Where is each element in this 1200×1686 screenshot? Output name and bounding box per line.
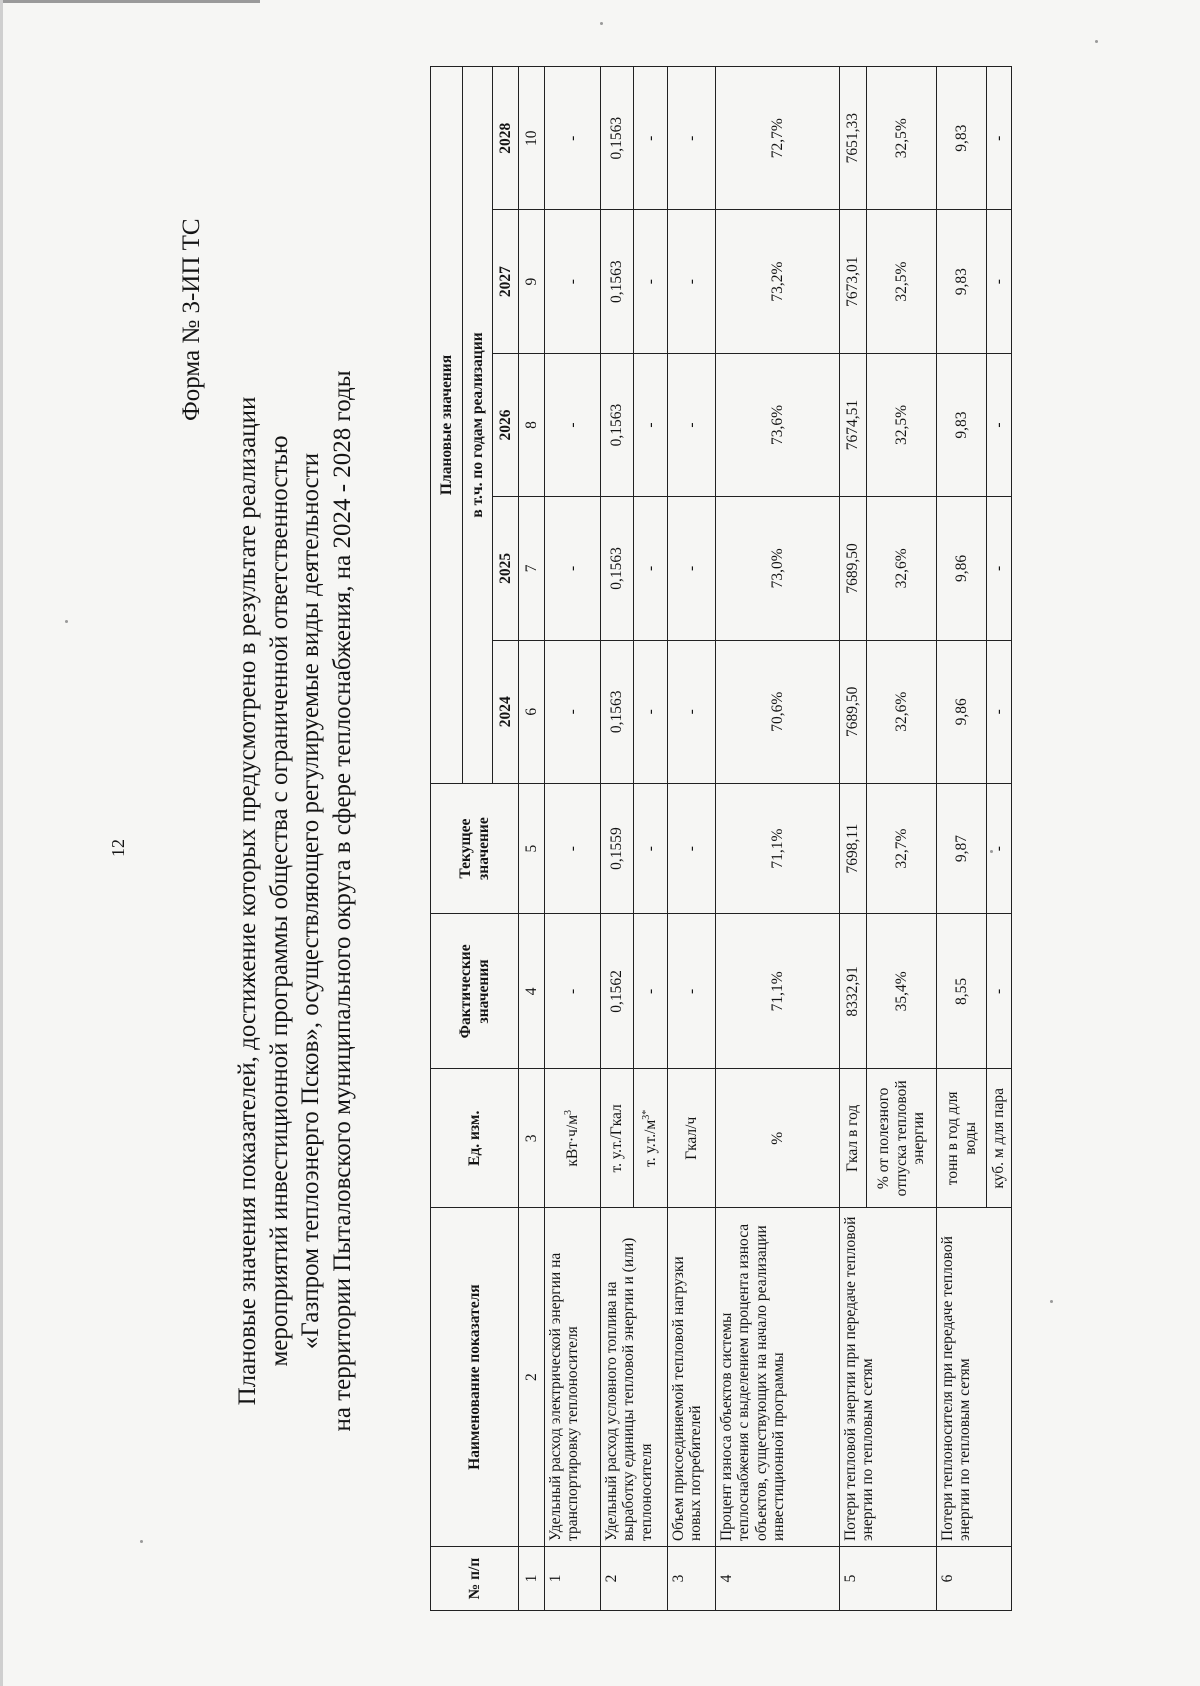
row-number: 1 [545, 1547, 601, 1611]
indicator-name: Процент износа объектов системы теплоснабжения с выделением процента износа объектов, существующих на начало реализации инвестиционной программы [716, 1208, 840, 1547]
year-value: - [668, 67, 716, 210]
current-value: - [668, 783, 716, 913]
year-value: - [545, 497, 601, 640]
indicator-name: Объем присоединяемой тепловой нагрузки новых потребителей [668, 1208, 716, 1547]
year-value: - [545, 640, 601, 783]
table-row [937, 67, 987, 1611]
current-value: 32,7% [867, 783, 937, 913]
unit-cell: т. у.т./Гкал [601, 1069, 634, 1208]
column-index: 3 [519, 1069, 545, 1208]
table-row [716, 67, 840, 1611]
column-index: 2 [519, 1208, 545, 1547]
year-value: 9,86 [937, 640, 987, 783]
row-number: 2 [601, 1547, 668, 1611]
form-number: Форма № 3-ИП ТС [178, 218, 205, 421]
year-value: 0,1563 [601, 497, 634, 640]
unit-cell: % [716, 1069, 840, 1208]
unit-cell: Гкал/ч [668, 1069, 716, 1208]
year-value: 7651,33 [840, 67, 867, 210]
unit-cell: тонн в год для воды [937, 1069, 987, 1208]
year-value: 9,86 [937, 497, 987, 640]
row-number: 5 [840, 1547, 937, 1611]
year-value: - [668, 640, 716, 783]
column-index: 6 [519, 640, 545, 783]
year-value: 0,1563 [601, 640, 634, 783]
indicators-table [430, 66, 1012, 1611]
year-value: 0,1563 [601, 67, 634, 210]
indicator-name: Удельный расход электрической энергии на транспортировку теплоносителя [545, 1208, 601, 1547]
year-value: - [668, 210, 716, 353]
actual-value: - [634, 914, 668, 1069]
year-value: - [634, 353, 668, 496]
current-value: 71,1% [716, 783, 840, 913]
year-value: - [634, 497, 668, 640]
unit-text: т. у.т./м [642, 1119, 660, 1167]
year-value: - [987, 640, 1012, 783]
row-number: 4 [716, 1547, 840, 1611]
header-current: Текущее значение [431, 783, 519, 913]
header-year: 2027 [493, 210, 519, 353]
current-value: 7698,11 [840, 783, 867, 913]
year-value: 0,1563 [601, 353, 634, 496]
header-unit: Ед. изм. [431, 1069, 519, 1208]
year-value: - [545, 67, 601, 210]
unit-superscript: 3 [563, 1109, 575, 1115]
unit-cell: Гкал в год [840, 1069, 867, 1208]
header-year: 2026 [493, 353, 519, 496]
year-value: 9,83 [937, 67, 987, 210]
unit-text: кВт·ч/м [564, 1114, 582, 1167]
year-value: - [634, 640, 668, 783]
row-number: 6 [937, 1547, 1012, 1611]
year-value: 73,0% [716, 497, 840, 640]
year-value: 7673,01 [840, 210, 867, 353]
row-number: 3 [668, 1547, 716, 1611]
year-value: 7689,50 [840, 497, 867, 640]
year-value: 7689,50 [840, 640, 867, 783]
table-row [840, 67, 867, 1611]
title-line: на территории Пыталовского муниципального округа в сфере теплоснабжения, на 2024 - 2028 годы [328, 370, 356, 1432]
current-value: 0,1559 [601, 783, 634, 913]
year-value: 32,5% [867, 353, 937, 496]
column-index: 9 [519, 210, 545, 353]
table-row [545, 67, 601, 1611]
actual-value: - [987, 914, 1012, 1069]
indicator-name: Потери тепловой энергии при передаче тепловой энергии по тепловым сетям [840, 1208, 937, 1547]
header-name: Наименование показателя [431, 1208, 519, 1547]
header-year: 2024 [493, 640, 519, 783]
year-value: - [668, 353, 716, 496]
year-value: 32,5% [867, 210, 937, 353]
year-value: - [668, 497, 716, 640]
year-value: 72,7% [716, 67, 840, 210]
year-value: 32,6% [867, 497, 937, 640]
actual-value: - [545, 914, 601, 1069]
year-value: - [545, 353, 601, 496]
column-index: 1 [519, 1547, 545, 1611]
header-year: 2028 [493, 67, 519, 210]
actual-value: 8,55 [937, 914, 987, 1069]
year-value: - [987, 353, 1012, 496]
year-value: - [545, 210, 601, 353]
unit-cell [634, 1069, 668, 1208]
year-value: 9,83 [937, 210, 987, 353]
title-line: «Газпром теплоэнерго Псков», осуществляющего регулируемые виды деятельности [297, 452, 324, 1350]
column-index: 8 [519, 353, 545, 496]
column-index: 4 [519, 914, 545, 1069]
actual-value: 35,4% [867, 914, 937, 1069]
indicator-name: Удельный расход условного топлива на выработку единицы тепловой энергии и (или) теплоносителя [601, 1208, 668, 1547]
year-value: 73,6% [716, 353, 840, 496]
current-value: - [545, 783, 601, 913]
document-title [232, 216, 358, 1586]
table-row [601, 67, 634, 1611]
year-value: 32,5% [867, 67, 937, 210]
year-value: 7674,51 [840, 353, 867, 496]
unit-cell: % от полезного отпуска тепловой энергии [867, 1069, 937, 1208]
actual-value: 71,1% [716, 914, 840, 1069]
indicator-name: Потери теплоносителя при передаче тепловой энергии по тепловым сетям [937, 1208, 1012, 1547]
current-value: 9,87 [937, 783, 987, 913]
year-value: - [634, 210, 668, 353]
table-row [668, 67, 716, 1611]
column-index-row [519, 67, 545, 1611]
column-index: 5 [519, 783, 545, 913]
year-value: 9,83 [937, 353, 987, 496]
header-actual: Фактические значения [431, 914, 519, 1069]
unit-cell: куб. м для пара [987, 1069, 1012, 1208]
current-value: - [987, 783, 1012, 913]
header-by-years: в т.ч. по годам реализации [463, 67, 493, 784]
year-value: - [634, 67, 668, 210]
unit-superscript: 3* [641, 1109, 653, 1120]
year-value: - [987, 67, 1012, 210]
page-number: 12 [108, 839, 128, 857]
header-number: № п/п [431, 1547, 519, 1611]
unit-cell [545, 1069, 601, 1208]
year-value: - [987, 497, 1012, 640]
title-line: Плановые значения показателей, достижение которых предусмотрено в результате реализации [234, 396, 261, 1406]
actual-value: 0,1562 [601, 914, 634, 1069]
year-value: - [987, 210, 1012, 353]
year-value: 73,2% [716, 210, 840, 353]
header-planned: Плановые значения [431, 67, 463, 784]
actual-value: 8332,91 [840, 914, 867, 1069]
year-value: 0,1563 [601, 210, 634, 353]
actual-value: - [668, 914, 716, 1069]
column-index: 10 [519, 67, 545, 210]
current-value: - [634, 783, 668, 913]
title-line: мероприятий инвестиционной программы общества с ограниченной ответственностью [265, 435, 293, 1367]
year-value: 70,6% [716, 640, 840, 783]
column-index: 7 [519, 497, 545, 640]
header-year: 2025 [493, 497, 519, 640]
year-value: 32,6% [867, 640, 937, 783]
